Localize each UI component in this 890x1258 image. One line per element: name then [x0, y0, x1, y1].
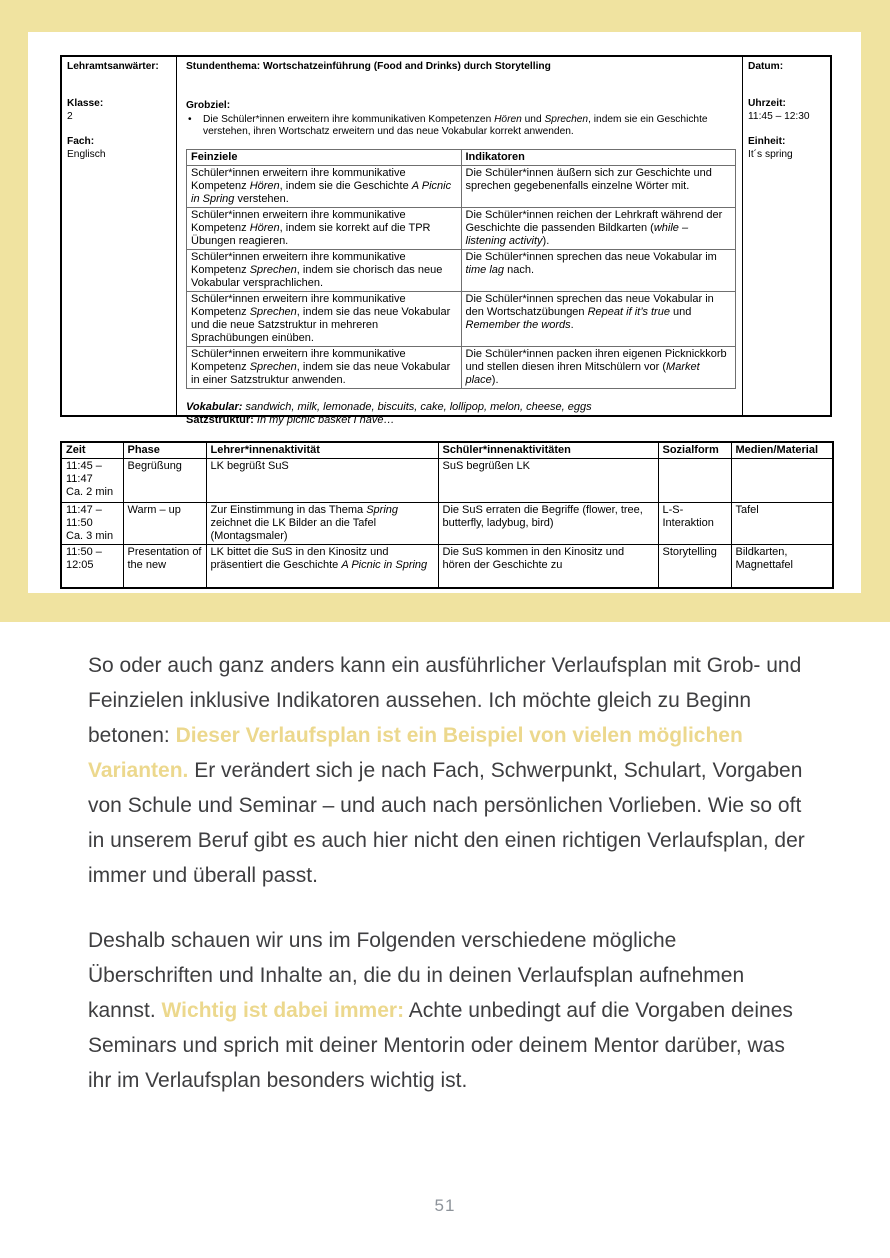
- feinziel-cell: Schüler*innen erweitern ihre kommunikative Kompetenz Hören, indem sie die Geschichte A Picnic in Spring verstehen.: [187, 166, 462, 208]
- info-column-right: [743, 57, 835, 415]
- fach-label: Fach:: [67, 136, 95, 148]
- phase-header: Phase: [123, 442, 206, 459]
- paragraph: So oder auch ganz anders kann ein ausführlicher Verlaufsplan mit Grob- und Feinzielen inklusive Indikatoren aussehen. Ich möchte gleich zu Beginn betonen: Dieser Verlaufsplan ist ein Beispiel von vielen möglichen Varianten. Er verändert sich je nach Fach, Schwerpunkt, Schulart, Vorgaben von Schule und Seminar – und auch nach persönlichen Vorlieben. Wie so oft in unserem Beruf gibt es auch hier nicht den einen richtigen Verlaufsplan, der immer und überall passt.: [88, 654, 805, 887]
- lesson-plan-document: [28, 32, 861, 593]
- klasse-label: Klasse:: [67, 97, 104, 109]
- lehrer-cell: Zur Einstimmung in das Thema Spring zeichnet die LK Bilder an die Tafel (Montagsmaler): [206, 503, 438, 545]
- medien-header: Medien/Material: [731, 442, 833, 459]
- zeit-cell: 11:50 – 12:05: [61, 545, 123, 588]
- bullet-marker: •: [188, 113, 192, 125]
- medien-cell: Tafel: [731, 503, 833, 545]
- einheit-value: It´s spring: [748, 149, 793, 161]
- sozialform-cell: [658, 459, 731, 503]
- vokabular-line: Vokabular: sandwich, milk, lemonade, biscuits, cake, lollipop, melon, cheese, eggs: [186, 401, 592, 414]
- indikator-cell: Die Schüler*innen sprechen das neue Vokabular im time lag nach.: [461, 250, 736, 292]
- feinziel-cell: Schüler*innen erweitern ihre kommunikative Kompetenz Hören, indem sie korrekt auf die TPR Übungen reagieren.: [187, 208, 462, 250]
- table-row: [187, 292, 736, 347]
- feinziele-header: Feinziele: [187, 150, 462, 166]
- table-row: [187, 347, 736, 389]
- grobziel-item: [186, 114, 736, 140]
- medien-cell: Bildkarten, Magnettafel: [731, 545, 833, 588]
- phase-cell: Warm – up: [123, 503, 206, 545]
- info-column-middle: [177, 57, 743, 427]
- datum-label: Datum:: [748, 61, 784, 72]
- verlaufsplan-header-row: [61, 442, 833, 459]
- verlaufsplan-table: [60, 441, 834, 589]
- lehrer-cell: LK bittet die SuS in den Kinositz und präsentiert die Geschichte A Picnic in Spring: [206, 545, 438, 588]
- page-text: [0, 622, 890, 1128]
- info-column-left: [62, 57, 177, 415]
- klasse-value: 2: [67, 110, 73, 122]
- stundenthema-title: Stundenthema: Wortschatzeinführung (Food and Drinks) durch Storytelling: [186, 61, 551, 72]
- satzstruktur-line: Satzstruktur: In my picnic basket I have…: [186, 414, 395, 427]
- grobziel-label: Grobziel:: [186, 99, 231, 111]
- schueler-header: Schüler*innenaktivitäten: [438, 442, 658, 459]
- indikator-cell: Die Schüler*innen reichen der Lehrkraft während der Geschichte die passenden Bildkarten (while – listening activity).: [461, 208, 736, 250]
- lesson-info-table: [60, 55, 832, 427]
- zeit-header: Zeit: [61, 442, 123, 459]
- sozialform-cell: Storytelling: [658, 545, 731, 588]
- uhrzeit-value: 11:45 – 12:30: [748, 110, 810, 122]
- zeit-cell: 11:45 – 11:47 Ca. 2 min: [61, 459, 123, 503]
- uhrzeit-group: [748, 98, 830, 124]
- feinziel-cell: Schüler*innen erweitern ihre kommunikative Kompetenz Sprechen, indem sie das neue Vokabular und die neue Satzstruktur in mehreren Sprachübungen einüben.: [187, 292, 462, 347]
- paragraph: Deshalb schauen wir uns im Folgenden verschiedene mögliche Überschriften und Inhalte an, die du in deinen Verlaufsplan aufnehmen kannst. Wichtig ist dabei immer: Achte unbedingt auf die Vorgaben deines Seminars und sprich mit deiner Mentorin oder deinem Mentor darüber, was ihr im Verlaufsplan besonders wichtig ist.: [88, 929, 793, 1092]
- table-row: [61, 545, 833, 588]
- sozialform-header: Sozialform: [658, 442, 731, 459]
- fach-group: [67, 136, 171, 162]
- indikator-cell: Die Schüler*innen packen ihren eigenen Picknickkorb und stellen diesen ihren Mitschülern vor (Market place).: [461, 347, 736, 389]
- indikator-cell: Die Schüler*innen sprechen das neue Vokabular in den Wortschatzübungen Repeat if it’s true und Remember the words.: [461, 292, 736, 347]
- uhrzeit-label: Uhrzeit:: [748, 97, 786, 109]
- einheit-group: [748, 136, 830, 162]
- lehramtsanwaerter-label: Lehramtsanwärter:: [67, 61, 159, 72]
- grobziel-text: Die Schüler*innen erweitern ihre kommunikativen Kompetenzen Hören und Sprechen, indem sie ein Geschichte verstehen, ihren Wortschatz erweitern und das neue Vokabular korrekt anwenden.: [203, 113, 708, 138]
- table-row: [61, 503, 833, 545]
- schueler-cell: Die SuS kommen in den Kinositz und hören der Geschichte zu: [438, 545, 658, 588]
- table-row: [187, 208, 736, 250]
- page-number: 51: [434, 1196, 456, 1215]
- einheit-label: Einheit:: [748, 136, 786, 148]
- phase-cell: Presentation of the new: [123, 545, 206, 588]
- schueler-cell: Die SuS erraten die Begriffe (flower, tree, butterfly, ladybug, bird): [438, 503, 658, 545]
- klasse-group: [67, 98, 171, 124]
- feinziele-indikatoren-table: [186, 149, 736, 389]
- indikatoren-header: Indikatoren: [461, 150, 736, 166]
- table-row: [187, 166, 736, 208]
- table-row: [61, 459, 833, 503]
- medien-cell: [731, 459, 833, 503]
- phase-cell: Begrüßung: [123, 459, 206, 503]
- fach-value: Englisch: [67, 149, 106, 161]
- indikator-cell: Die Schüler*innen äußern sich zur Geschichte und sprechen gegebenenfalls einzelne Wörter mit.: [461, 166, 736, 208]
- feinziel-cell: Schüler*innen erweitern ihre kommunikative Kompetenz Sprechen, indem sie chorisch das neue Vokabular versprachlichen.: [187, 250, 462, 292]
- plan-screenshot-panel: [0, 0, 890, 622]
- feinziel-cell: Schüler*innen erweitern ihre kommunikative Kompetenz Sprechen, indem sie das neue Vokabular in einer Satzstruktur anwenden.: [187, 347, 462, 389]
- zeit-cell: 11:47 – 11:50 Ca. 3 min: [61, 503, 123, 545]
- sozialform-cell: L-S-Interaktion: [658, 503, 731, 545]
- lehrer-cell: LK begrüßt SuS: [206, 459, 438, 503]
- fein-header-row: [187, 150, 736, 166]
- schueler-cell: SuS begrüßen LK: [438, 459, 658, 503]
- lehrer-header: Lehrer*innenaktivität: [206, 442, 438, 459]
- table-row: [187, 250, 736, 292]
